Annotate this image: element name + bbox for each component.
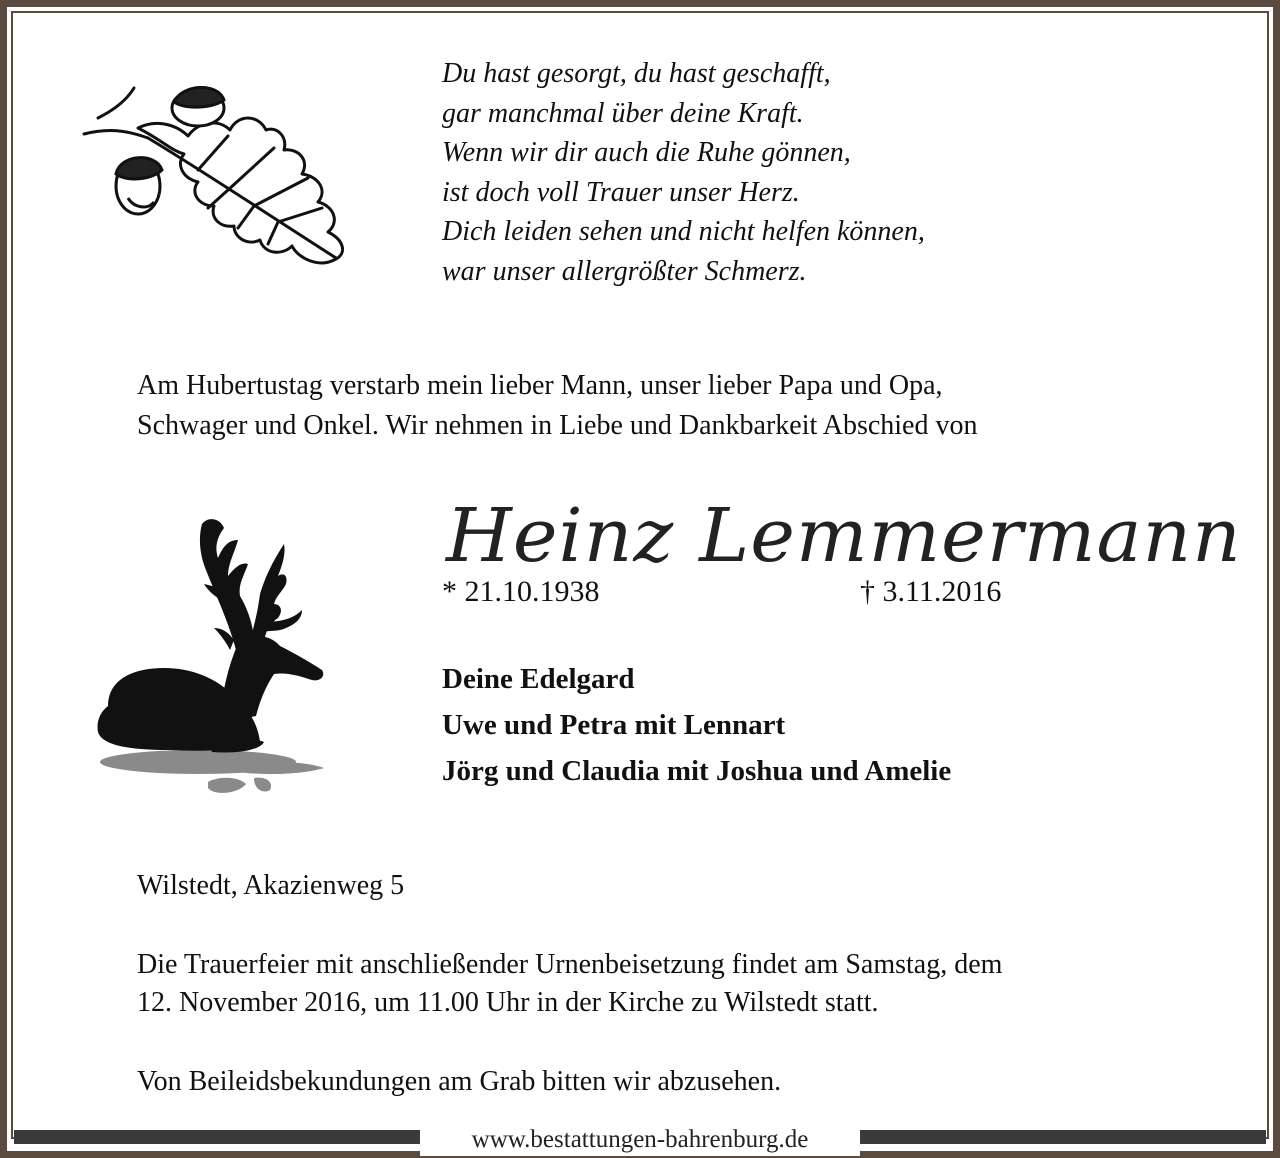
poem-line: Dich leiden sehen und nicht helfen können, <box>442 216 925 247</box>
intro-line: Schwager und Onkel. Wir nehmen in Liebe und Dankbarkeit Abschied von <box>137 410 978 441</box>
birth-date: * 21.10.1938 <box>442 575 600 608</box>
poem-line: ist doch voll Trauer unser Herz. <box>442 176 800 208</box>
oak-leaf-acorn-icon <box>78 78 368 268</box>
family-list <box>442 656 951 794</box>
intro-text <box>137 366 977 446</box>
intro-line: Am Hubertustag verstarb mein lieber Mann, unser lieber Papa und Opa, <box>137 370 943 401</box>
footer-url-link[interactable]: www.bestattungen-bahrenburg.de <box>420 1124 860 1156</box>
poem-line: Wenn wir dir auch die Ruhe gönnen, <box>442 137 851 168</box>
death-date: † 3.11.2016 <box>860 575 1002 608</box>
poem-line: war unser allergrößter Schmerz. <box>442 255 807 287</box>
poem-line: Du hast gesorgt, du hast geschafft, <box>442 58 831 89</box>
family-line: Jörg und Claudia mit Joshua und Amelie <box>442 755 952 787</box>
resting-stag-icon <box>88 510 358 810</box>
poem-line: gar manchmal über deine Kraft. <box>442 97 804 129</box>
deceased-name: Heinz Lemmermann <box>446 493 1242 579</box>
footer-bar-left <box>14 1130 420 1144</box>
family-line: Deine Edelgard <box>442 663 635 695</box>
ceremony-line: Die Trauerfeier mit anschließender Urnenbeisetzung findet am Samstag, dem <box>137 949 1003 980</box>
ceremony-line: 12. November 2016, um 11.00 Uhr in der Kirche zu Wilstedt statt. <box>137 987 879 1018</box>
condolence-note: Von Beileidsbekundungen am Grab bitten wir abzusehen. <box>137 1066 782 1097</box>
address: Wilstedt, Akazienweg 5 <box>137 870 405 901</box>
ceremony-text <box>137 946 1002 1022</box>
poem <box>442 54 925 291</box>
footer-bar-right <box>860 1130 1266 1144</box>
family-line: Uwe und Petra mit Lennart <box>442 709 786 741</box>
